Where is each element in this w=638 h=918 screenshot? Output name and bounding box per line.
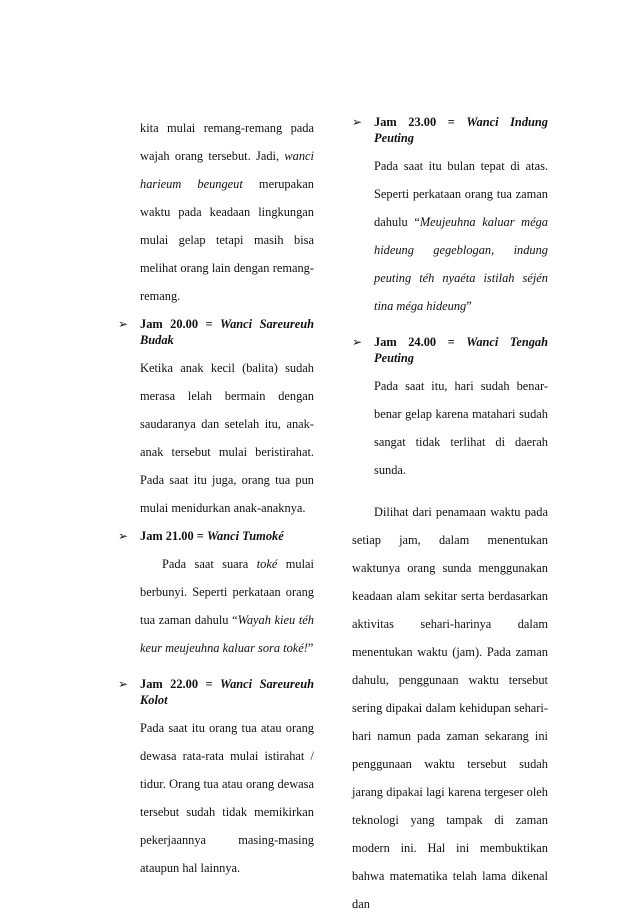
- text-run: Pada saat itu orang tua atau orang dewasa rata-rata mulai istirahat / tidur. Orang tua atau orang dewasa tersebut sudah tidak memikirkan pekerjaannya masing-masing ataupun hal lainnya.: [140, 721, 314, 875]
- right-column: [352, 114, 548, 918]
- arrow-bullet-icon: ➢: [118, 529, 129, 543]
- text-run: Pada saat suara: [162, 557, 257, 571]
- text-run: Pada saat itu bulan tepat di atas. Seperti perkataan orang tua zaman dahulu “: [374, 159, 548, 229]
- text-run: Ketika anak kecil (balita) sudah merasa lelah bermain dengan saudaranya dan setelah itu, anak-anak tersebut mulai beristirahat. Pada saat itu juga, orang tua pun mulai menidurkan anak-anaknya.: [140, 361, 314, 515]
- text-run: mulai berbunyi. Seperti perkataan orang tua zaman dahulu “: [140, 557, 314, 627]
- italic-term: Wayah kieu téh keur meujeuhna kaluar sora toké!: [140, 613, 314, 655]
- paragraph-conclusion: [352, 498, 548, 918]
- paragraph-jam-24: [352, 372, 548, 484]
- text-run: Pada saat itu, hari sudah benar-benar gelap karena matahari sudah sangat tidak terlihat di daerah sunda.: [374, 379, 548, 477]
- text-run: Dilihat dari penamaan waktu pada setiap jam, dalam menentukan waktunya orang sunda menggunakan keadaan alam sekitar serta berdasarkan aktivitas sehari-harinya dalam menentukan waktu (jam). Pada zaman dahulu, penggunaan waktu tersebut sering dipakai dalam kehidupan sehari-hari namun pada zaman sekarang ini penggunaan waktu tersebut sudah jarang dipakai lagi karena tergeser oleh teknologi yang tampak di zaman modern ini. Hal ini membuktikan bahwa matematika telah lama dikenal dan: [352, 505, 548, 911]
- arrow-bullet-icon: ➢: [352, 115, 363, 129]
- paragraph-jam-20: [118, 354, 314, 522]
- bullet-jam-20: ➢ Jam 20.00 = Wanci Sareureuh Budak: [118, 317, 314, 347]
- arrow-bullet-icon: ➢: [352, 335, 363, 349]
- bullet-jam-22: ➢ Jam 22.00 = Wanci Sareureuh Kolot: [118, 677, 314, 707]
- arrow-bullet-icon: ➢: [118, 677, 129, 691]
- arrow-bullet-icon: ➢: [118, 317, 129, 331]
- bullet-jam-23: ➢ Jam 23.00 = Wanci Indung Peuting: [352, 115, 548, 145]
- text-run: ”: [307, 641, 314, 655]
- italic-term: toké: [256, 557, 278, 571]
- left-column: [118, 114, 314, 882]
- paragraph-jam-21: [118, 550, 314, 662]
- paragraph-continued: [118, 114, 314, 310]
- bullet-jam-21: ➢ Jam 21.00 = Wanci Tumoké: [118, 529, 284, 543]
- italic-term: Meujeuhna kaluar méga hideung gegeblogan, indung peuting téh nyaéta istilah séjén tina méga hideung: [374, 215, 548, 313]
- paragraph-jam-23: [352, 152, 548, 320]
- paragraph-jam-22: [118, 714, 314, 882]
- italic-term: wanci harieum beungeut: [140, 149, 314, 191]
- text-run: merupakan waktu pada keadaan lingkungan mulai gelap tetapi masih bisa melihat orang lain dengan remang-remang.: [140, 177, 314, 303]
- text-run: ”: [466, 299, 472, 313]
- text-run: kita mulai remang-remang pada wajah orang tersebut. Jadi,: [140, 121, 314, 163]
- bullet-jam-24: ➢ Jam 24.00 = Wanci Tengah Peuting: [352, 335, 548, 365]
